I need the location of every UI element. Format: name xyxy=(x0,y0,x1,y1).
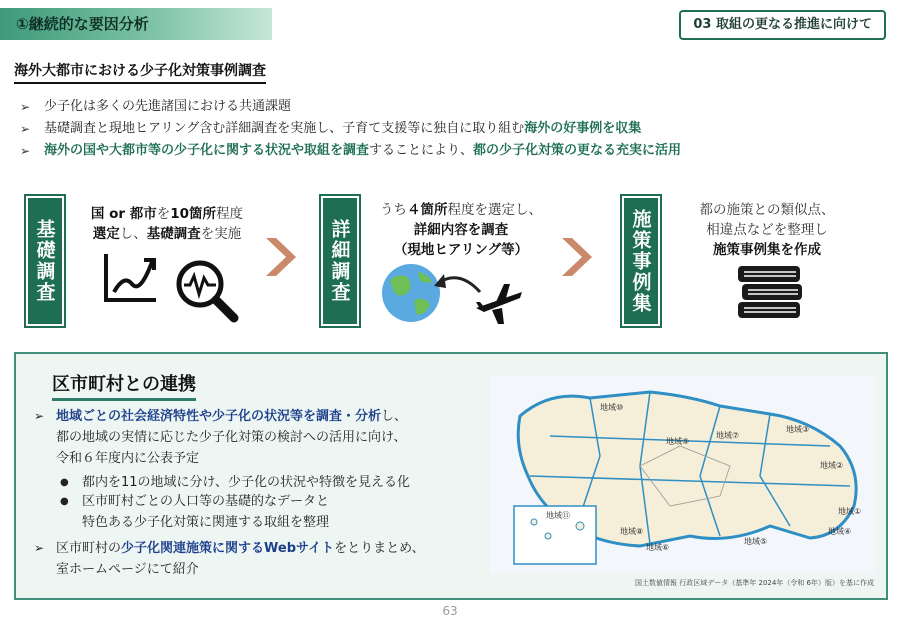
survey-bullets xyxy=(20,96,880,162)
chevron-right-icon xyxy=(562,238,592,276)
regional-sub-bullet-2: ● 区市町村ごとの人口等の基礎的なデータと 特色ある少子化対策に関連する取組を整理 xyxy=(60,494,330,530)
books-icon xyxy=(736,264,806,322)
bullet-text: することにより、 xyxy=(369,143,474,158)
section-header-tab: ①継続的な要因分析 xyxy=(0,8,272,40)
airplane-icon xyxy=(474,282,524,326)
map-region-label: 地域② xyxy=(820,461,844,470)
map-region-label: 地域⑧ xyxy=(620,527,644,536)
highlight-text: 海外の国や大都市等の少子化に関する状況や取組を調査 xyxy=(44,143,370,158)
step-basic-survey: 基礎調査 xyxy=(28,198,62,324)
map-region-label: 地域⑪ xyxy=(546,511,570,520)
tokyo-region-map xyxy=(490,376,876,574)
step2-description: うち４箇所程度を選定し、 詳細内容を調査 （現地ヒアリング等） xyxy=(380,202,542,258)
survey-title: 海外大都市における少子化対策事例調査 xyxy=(14,60,266,84)
map-region-label: 地域⑨ xyxy=(666,437,690,446)
chevron-right-icon xyxy=(266,238,296,276)
highlight-text: 都の少子化対策の更なる充実に活用 xyxy=(473,143,682,158)
survey-bullet-1 xyxy=(20,96,880,118)
regional-bullet-2: ➢ 区市町村の少子化関連施策に関するWebサイトをとりまとめ、 室ホームページにて紹介 xyxy=(34,541,425,577)
highlight-text: 海外の好事例を収集 xyxy=(524,121,642,136)
regional-sub-bullet-1: ● 都内を11の地域に分け、少子化の状況や特徴を見える化 xyxy=(60,475,411,490)
map-caption: 国土数値情報 行政区域データ（基準年 2024年（令和 6年）版）を基に作成 xyxy=(635,579,874,587)
step3-description: 都の施策との類似点、 相違点などを整理し 施策事例集を作成 xyxy=(699,202,835,258)
page-number: 63 xyxy=(442,604,458,618)
bullet-text: 基礎調査と現地ヒアリング含む詳細調査を実施し、子育て支援等に独自に取り組む xyxy=(44,121,525,136)
map-region-label: 地域⑦ xyxy=(716,431,740,440)
map-region-label: 地域④ xyxy=(828,527,852,536)
magnifier-analysis-icon xyxy=(172,258,242,326)
regional-title: 区市町村との連携 xyxy=(52,370,196,401)
survey-bullet-2 xyxy=(20,118,880,140)
step1-description: 国 or 都市を10箇所程度 選定し、基礎調査を実施 xyxy=(90,206,244,242)
step-detailed-survey: 詳細調査 xyxy=(323,198,357,324)
map-region-label: 地域⑥ xyxy=(646,543,670,552)
step-case-collection: 施策事例集 xyxy=(624,198,658,324)
regional-bullet-1: ➢ 地域ごとの社会経済特性や少子化の状況等を調査・分析し、 都の地域の実情に応じた少子化対策の検討への活用に向け、 令和６年度内に公表予定 xyxy=(34,409,408,466)
map-region-label: 地域⑩ xyxy=(600,403,624,412)
map-region-label: 地域⑤ xyxy=(744,537,768,546)
chapter-badge: 03 取組の更なる推進に向けて xyxy=(679,10,886,40)
map-region-label: 地域③ xyxy=(786,425,810,434)
trend-chart-icon xyxy=(102,252,158,304)
map-region-label: 地域① xyxy=(838,507,862,516)
bullet-text: 少子化は多くの先進諸国における共通課題 xyxy=(44,99,292,114)
survey-bullet-3 xyxy=(20,140,880,162)
